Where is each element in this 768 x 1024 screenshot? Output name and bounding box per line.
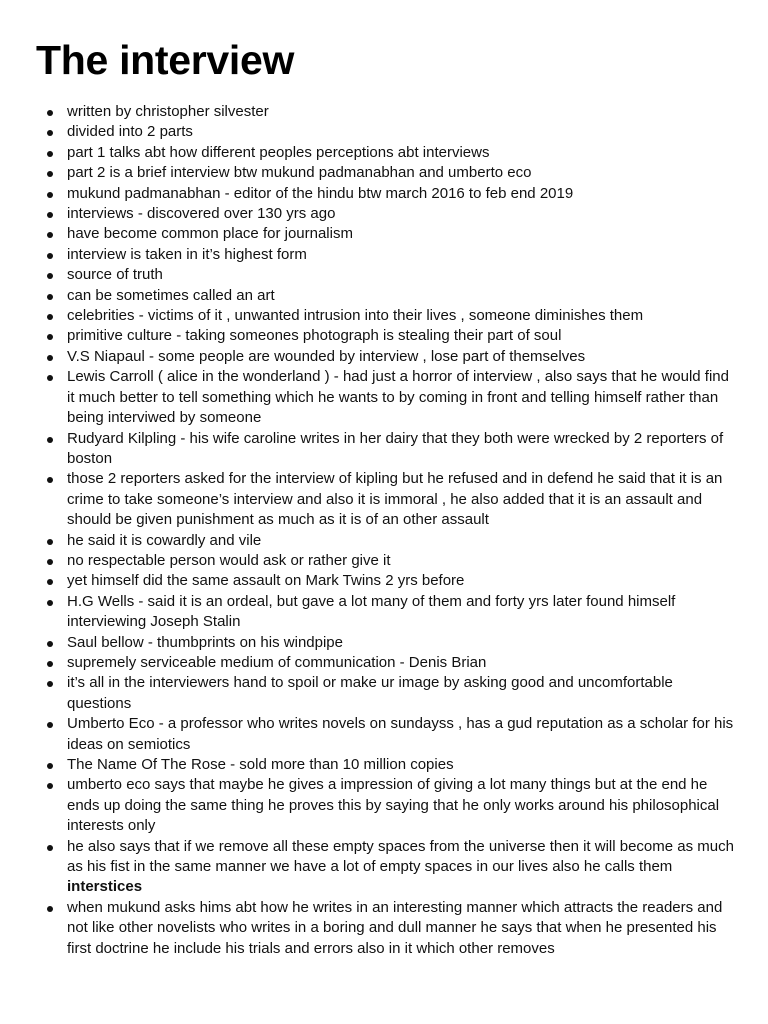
bullet-icon (47, 212, 53, 218)
list-item (40, 592, 740, 633)
bullet-icon (47, 314, 53, 320)
bullet-icon (47, 130, 53, 136)
list-item-text: written by christopher silvester (67, 103, 269, 120)
list-item (40, 367, 740, 428)
bullet-icon (47, 641, 53, 647)
list-item (40, 143, 740, 163)
list-item (40, 122, 740, 142)
bold-term: interstices (67, 878, 143, 896)
list-item (40, 326, 740, 346)
list-item (40, 306, 740, 326)
bullet-icon (47, 192, 53, 198)
list-item (40, 551, 740, 571)
list-item-text: celebrities - victims of it , unwanted intrusion into their lives , someone diminishes them (67, 307, 644, 325)
bullet-icon (47, 273, 53, 279)
list-item (40, 571, 740, 591)
bullet-icon (47, 232, 53, 238)
list-item-text: supremely serviceable medium of communication - Denis Brian (67, 653, 487, 671)
list-item (40, 837, 740, 898)
bullet-icon (47, 906, 53, 912)
bullet-icon (47, 539, 53, 545)
list-item (40, 673, 740, 714)
bullet-icon (47, 579, 53, 585)
bullet-icon (47, 355, 53, 361)
bullet-icon (47, 661, 53, 667)
list-item-text: source of truth (67, 266, 163, 284)
list-item-text: have become common place for journalism (67, 225, 353, 243)
list-item-text: Umberto Eco - a professor who writes novels on sundayss , has a gud reputation as a scholar for his ideas on semiotics (67, 715, 734, 753)
list-item-text: yet himself did the same assault on Mark Twins 2 yrs before (67, 572, 465, 590)
bullet-icon (47, 783, 53, 789)
list-item (40, 775, 740, 836)
list-item-text: interview is taken in it’s highest form (67, 245, 307, 263)
list-item (40, 714, 740, 755)
bullet-icon (47, 477, 53, 483)
list-item-text: part 2 is a brief interview btw mukund padmanabhan and umberto eco (67, 164, 532, 182)
bullet-icon (47, 600, 53, 606)
list-item-text: V.S Niapaul - some people are wounded by interview , lose part of themselves (67, 347, 586, 365)
list-item (40, 633, 740, 653)
list-item-text: mukund padmanabhan - editor of the hindu btw march 2016 to feb end 2019 (67, 184, 574, 202)
page-title: The interview (36, 37, 295, 83)
list-item (40, 286, 740, 306)
list-item-text: can be sometimes called an art (67, 286, 275, 304)
list-item (40, 429, 740, 470)
list-item (40, 163, 740, 183)
list-item (40, 531, 740, 551)
list-item (40, 204, 740, 224)
bullet-icon (47, 334, 53, 340)
list-item-text: part 1 talks abt how different peoples perceptions abt interviews (67, 143, 490, 161)
list-item-text: divided into 2 parts (67, 123, 193, 141)
list-item-text: primitive culture - taking someones photograph is stealing their part of soul (67, 327, 562, 345)
list-item (40, 102, 740, 122)
bullet-icon (47, 375, 53, 381)
list-item-text: Saul bellow - thumbprints on his windpipe (67, 633, 343, 651)
list-item (40, 469, 740, 530)
bullet-icon (47, 171, 53, 177)
list-item-text: he said it is cowardly and vile (67, 531, 262, 549)
list-item (40, 245, 740, 265)
list-item-text: those 2 reporters asked for the interview of kipling but he refused and in defend he said that it is an crime to take someone’s interview and also it is immoral , he also added that it is an assault and should be given punishment as much as it is of an other assault (67, 470, 723, 529)
bullet-icon (47, 437, 53, 443)
list-item-text: H.G Wells - said it is an ordeal, but gave a lot many of them and forty yrs later found himself interviewing Joseph Stalin (67, 592, 676, 631)
bullet-icon (47, 722, 53, 728)
list-item-text: Lewis Carroll ( alice in the wonderland ) - had just a horror of interview , also says that he would find it much better to tell something which he wants to by coming in front and telling himself rather than being interviwed by someone (67, 368, 729, 427)
bullet-icon (47, 151, 53, 157)
list-item-text: umberto eco says that maybe he gives a impression of giving a lot many things but at the end he ends up doing the same thing he proves this by saying that he only works around his philosophical interests only (67, 776, 720, 835)
list-item (40, 184, 740, 204)
notes-list (40, 102, 740, 959)
list-item (40, 265, 740, 285)
list-item (40, 755, 740, 775)
list-item (40, 347, 740, 367)
bullet-icon (47, 681, 53, 687)
list-item-text: he also says that if we remove all these empty spaces from the universe then it will become as much as his fist in the same manner we have a lot of empty spaces in our lives also he calls them (67, 837, 734, 876)
list-item-text: when mukund asks hims abt how he writes in an interesting manner which attracts the readers and not like other novelists who writes in a boring and dull manner he says that when he presented his first doctrine he include his trials and errors also in it which other removes (67, 898, 723, 957)
list-item-text: Rudyard Kilpling - his wife caroline writes in her dairy that they both were wrecked by 2 reporters of boston (67, 429, 724, 467)
bullet-icon (47, 559, 53, 565)
list-item-text: it’s all in the interviewers hand to spoil or make ur image by asking good and uncomfortable questions (67, 674, 673, 712)
bullet-icon (47, 763, 53, 769)
list-item-text: no respectable person would ask or rather give it (67, 551, 391, 569)
bullet-icon (47, 294, 53, 300)
list-item (40, 224, 740, 244)
list-item (40, 653, 740, 673)
list-item (40, 898, 740, 959)
list-item-text: The Name Of The Rose - sold more than 10 million copies (67, 756, 454, 773)
bullet-icon (47, 253, 53, 259)
bullet-icon (47, 110, 53, 116)
bullet-icon (47, 845, 53, 851)
list-item-text: interviews - discovered over 130 yrs ago (67, 205, 336, 223)
